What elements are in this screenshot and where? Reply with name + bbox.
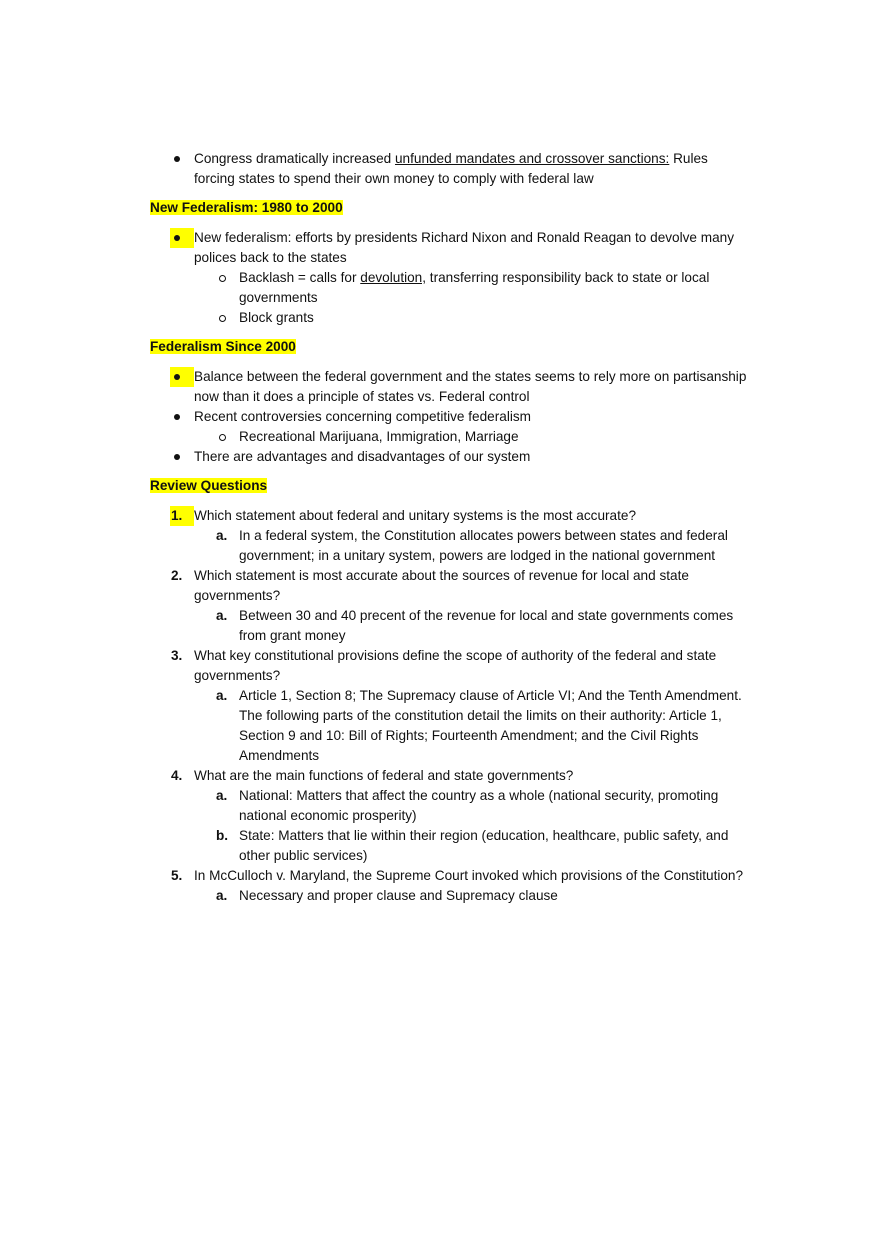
bullet-text: Balance between the federal government and the states seems to rely more on partisanship now than it does a principle of states vs. Federal control bbox=[194, 369, 747, 404]
question-number: 3. bbox=[171, 648, 183, 663]
answer-letter: a. bbox=[216, 888, 228, 903]
answer-text: Between 30 and 40 precent of the revenue for local and state governments comes from grant money bbox=[239, 608, 734, 643]
answer-letter: a. bbox=[216, 528, 228, 543]
section-heading-new-federalism: New Federalism: 1980 to 2000 bbox=[150, 200, 343, 215]
question-text: Which statement is most accurate about the sources of revenue for local and state governments? bbox=[194, 568, 689, 603]
sub-list bbox=[194, 427, 750, 447]
sub-text: Recreational Marijuana, Immigration, Marriage bbox=[239, 429, 519, 444]
bullet-text: Recent controversies concerning competitive federalism bbox=[194, 409, 531, 424]
question-item bbox=[150, 866, 750, 906]
answer-item bbox=[150, 526, 750, 566]
since-2000-list bbox=[150, 367, 750, 467]
circle-bullet-icon bbox=[216, 308, 236, 328]
list-item bbox=[150, 407, 750, 447]
answer-letter: a. bbox=[216, 688, 228, 703]
sub-list-item bbox=[150, 268, 750, 308]
answer-item bbox=[150, 686, 750, 766]
question-text: What key constitutional provisions define the scope of authority of the federal and state governments? bbox=[194, 648, 717, 683]
highlighted-bullet-icon bbox=[170, 228, 194, 248]
answer-item bbox=[150, 886, 750, 906]
circle-bullet-icon bbox=[216, 268, 236, 288]
circle-bullet-icon bbox=[216, 427, 236, 447]
answer-letter: b. bbox=[216, 828, 229, 843]
answer-list bbox=[194, 886, 750, 906]
answer-text: State: Matters that lie within their region (education, healthcare, public safety, and other public services) bbox=[239, 828, 729, 863]
answer-item bbox=[150, 786, 750, 826]
question-text: In McCulloch v. Maryland, the Supreme Court invoked which provisions of the Constitution? bbox=[194, 868, 744, 883]
answer-list bbox=[194, 526, 750, 566]
bullet-text: There are advantages and disadvantages of our system bbox=[194, 449, 531, 464]
question-number: 2. bbox=[171, 568, 183, 583]
new-federalism-list bbox=[150, 228, 750, 328]
answer-item bbox=[150, 826, 750, 866]
intro-list bbox=[150, 149, 750, 189]
question-text: What are the main functions of federal and state governments? bbox=[194, 768, 574, 783]
bullet-text-before: Congress dramatically increased bbox=[194, 151, 395, 166]
list-item bbox=[150, 447, 750, 467]
answer-text: In a federal system, the Constitution allocates powers between states and federal government; in a unitary system, powers are lodged in the national government bbox=[239, 528, 728, 563]
answer-item bbox=[150, 606, 750, 646]
answer-text: National: Matters that affect the country as a whole (national security, promoting national economic prosperity) bbox=[239, 788, 719, 823]
sub-list bbox=[194, 268, 750, 328]
answer-list bbox=[194, 786, 750, 866]
question-text: Which statement about federal and unitary systems is the most accurate? bbox=[194, 508, 637, 523]
document-content bbox=[150, 149, 750, 906]
underlined-term: unfunded mandates and crossover sanctions: bbox=[394, 151, 670, 166]
sub-list-item bbox=[150, 427, 750, 447]
sub-text: Block grants bbox=[239, 310, 314, 325]
question-item bbox=[150, 566, 750, 646]
answer-text: Article 1, Section 8; The Supremacy clause of Article VI; And the Tenth Amendment. The following parts of the constitution detail the limits on their authority: Article 1, Section 9 and 10: Bill of Rights; Fourteenth Amendment; and the Civil Rights Amendments bbox=[239, 688, 742, 763]
sub-text-before: Backlash = calls for bbox=[239, 270, 361, 285]
question-number: 5. bbox=[171, 868, 183, 883]
question-number: 1. bbox=[170, 506, 194, 526]
answer-list bbox=[194, 686, 750, 766]
answer-list bbox=[194, 606, 750, 646]
bullet-icon bbox=[170, 447, 190, 467]
section-heading-review-questions: Review Questions bbox=[150, 478, 268, 493]
highlighted-bullet-icon bbox=[170, 367, 194, 387]
bullet-icon bbox=[170, 149, 190, 169]
question-item bbox=[150, 506, 750, 566]
underlined-term: devolution, bbox=[360, 270, 427, 285]
review-questions-list bbox=[150, 506, 750, 906]
answer-text: Necessary and proper clause and Supremacy clause bbox=[239, 888, 558, 903]
section-heading-since-2000: Federalism Since 2000 bbox=[150, 339, 296, 354]
answer-letter: a. bbox=[216, 788, 228, 803]
list-item bbox=[150, 149, 750, 189]
bullet-text: New federalism: efforts by presidents Richard Nixon and Ronald Reagan to devolve many polices back to the states bbox=[194, 230, 735, 265]
list-item bbox=[150, 228, 750, 328]
question-item bbox=[150, 766, 750, 866]
sub-text-after: transferring responsibility back to state or local governments bbox=[239, 270, 710, 305]
question-item bbox=[150, 646, 750, 766]
answer-letter: a. bbox=[216, 608, 228, 623]
sub-list-item bbox=[150, 308, 750, 328]
list-item bbox=[150, 367, 750, 407]
bullet-icon bbox=[170, 407, 190, 427]
bullet-text-after: Rules forcing states to spend their own money to comply with federal law bbox=[194, 151, 708, 186]
question-number: 4. bbox=[171, 768, 183, 783]
